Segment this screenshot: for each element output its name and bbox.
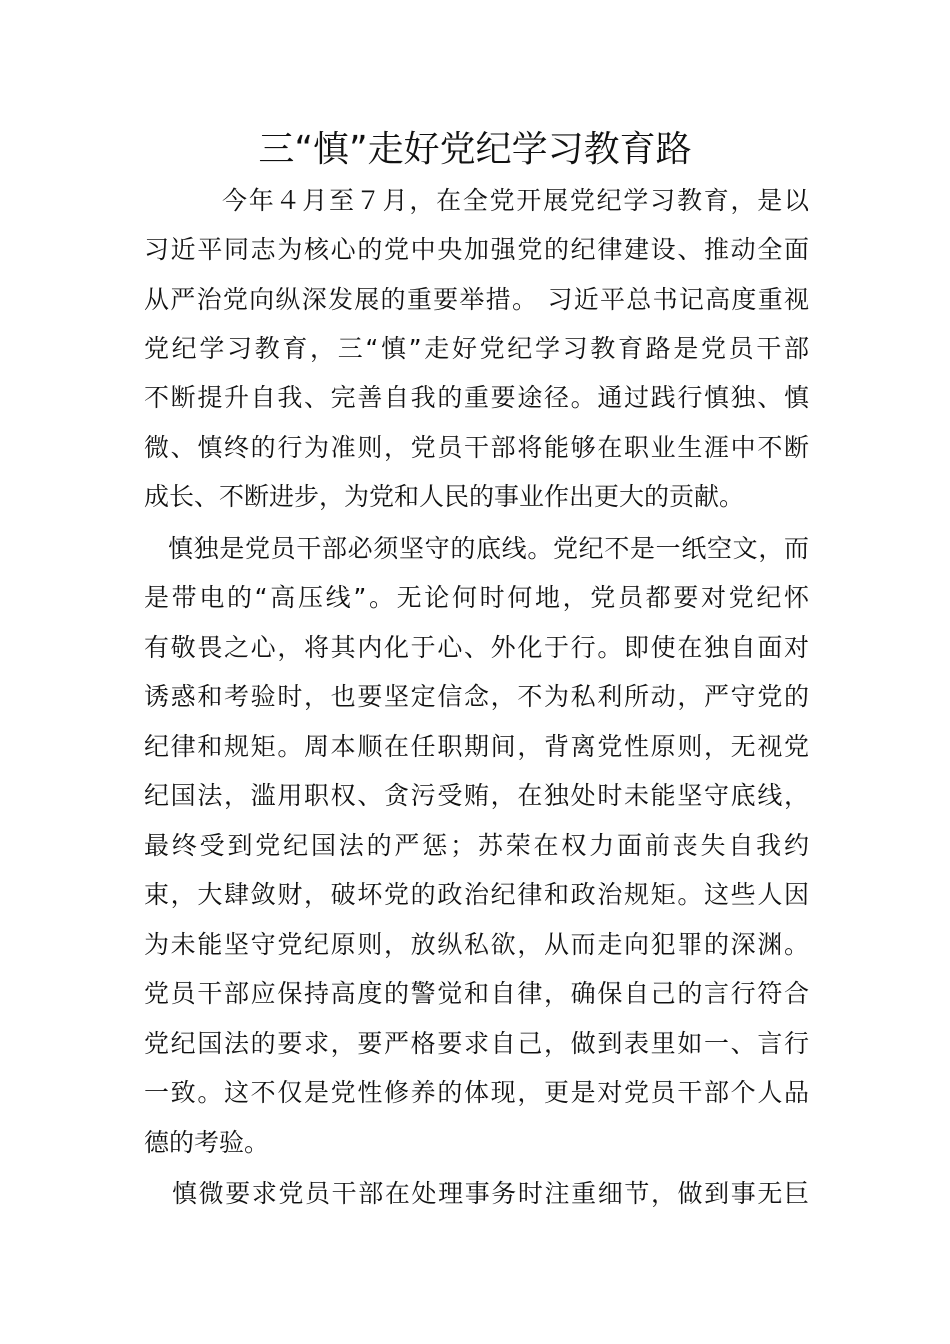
paragraph-line: 党纪国法的要求，要严格要求自己，做到表里如一、言行: [144, 1029, 809, 1058]
paragraph-line: 慎独是党员干部必须坚守的底线。党纪不是一纸空文，而: [168, 534, 809, 563]
paragraph-line: 今年４月至７月，在全党开展党纪学习教育，是以: [222, 186, 809, 215]
paragraph-line: 是带电的“高压线”。无论何时何地，党员都要对党纪怀: [144, 583, 809, 612]
paragraph-line: 习近平同志为核心的党中央加强党的纪律建设、推动全面: [144, 235, 809, 264]
paragraph-line: 不断提升自我、完善自我的重要途径。通过践行慎独、慎: [144, 383, 809, 412]
paragraph-line: 最终受到党纪国法的严惩；苏荣在权力面前丧失自我约: [144, 831, 809, 860]
paragraph-line: 一致。这不仅是党性修养的体现，更是对党员干部个人品: [144, 1078, 809, 1107]
paragraph-line: 党纪学习教育，三“慎”走好党纪学习教育路是党员干部: [144, 334, 809, 363]
document-title: 三“慎”走好党纪学习教育路: [258, 129, 692, 170]
paragraph-line: 有敬畏之心，将其内化于心、外化于行。即使在独自面对: [144, 633, 809, 662]
paragraph-line: 纪国法，滥用职权、贪污受贿，在独处时未能坚守底线，: [144, 781, 809, 810]
paragraph-line: 党员干部应保持高度的警觉和自律，确保自己的言行符合: [144, 979, 809, 1008]
paragraph-line: 微、慎终的行为准则，党员干部将能够在职业生涯中不断: [144, 433, 809, 462]
paragraph-line: 诱惑和考验时，也要坚定信念，不为私利所动，严守党的: [144, 682, 809, 711]
paragraph-line: 德的考验。: [144, 1128, 270, 1157]
paragraph-line: 从严治党向纵深发展的重要举措。 习近平总书记高度重视: [144, 285, 809, 314]
paragraph-line: 为未能坚守党纪原则，放纵私欲，从而走向犯罪的深渊。: [144, 930, 809, 959]
paragraph-line: 束，大肆敛财，破坏党的政治纪律和政治规矩。这些人因: [144, 880, 809, 909]
paragraph-line: 慎微要求党员干部在处理事务时注重细节，做到事无巨: [172, 1179, 809, 1208]
paragraph-line: 纪律和规矩。周本顺在任职期间，背离党性原则，无视党: [144, 732, 809, 761]
paragraph-line: 成长、不断进步，为党和人民的事业作出更大的贡献。: [144, 482, 745, 511]
